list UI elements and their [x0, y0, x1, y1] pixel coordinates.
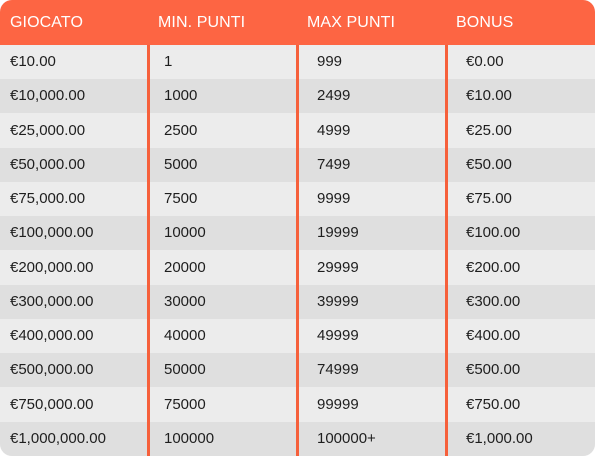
cell-giocato: €50,000.00 [10, 155, 86, 173]
column-separator [445, 45, 448, 456]
cell-max-punti: 9999 [317, 190, 351, 207]
cell-min-punti: 50000 [164, 361, 206, 379]
cell-min-punti: 5000 [164, 155, 198, 173]
cell-min-punti: 100000 [164, 429, 215, 447]
cell-min-punti: 40000 [164, 327, 206, 344]
cell-max-punti: 100000+ [317, 429, 376, 447]
cell-max-punti: 2499 [317, 87, 351, 105]
cell-bonus: €10.00 [466, 87, 512, 105]
cell-max-punti: 19999 [317, 224, 359, 242]
cell-bonus: €400.00 [466, 327, 521, 344]
cell-bonus: €100.00 [466, 224, 521, 242]
cell-max-punti: 7499 [317, 155, 351, 173]
cell-bonus: €1,000.00 [466, 429, 533, 447]
header-min-punti: MIN. PUNTI [158, 14, 246, 31]
cell-bonus: €0.00 [466, 53, 504, 70]
cell-giocato: €1,000,000.00 [10, 429, 106, 447]
column-separator [147, 45, 150, 456]
cell-giocato: €500,000.00 [10, 361, 94, 379]
cell-max-punti: 74999 [317, 361, 359, 379]
cell-max-punti: 49999 [317, 327, 359, 344]
cell-max-punti: 999 [317, 53, 343, 70]
cell-min-punti: 10000 [164, 224, 206, 242]
header-bonus: BONUS [456, 14, 514, 31]
cell-giocato: €200,000.00 [10, 258, 94, 276]
cell-giocato: €10.00 [10, 53, 56, 70]
cell-giocato: €75,000.00 [10, 190, 86, 207]
cell-max-punti: 39999 [317, 292, 359, 310]
cell-min-punti: 1000 [164, 87, 198, 105]
cell-bonus: €75.00 [466, 190, 512, 207]
cell-bonus: €50.00 [466, 155, 512, 173]
cell-max-punti: 99999 [317, 395, 359, 413]
cell-bonus: €300.00 [466, 292, 521, 310]
cell-giocato: €10,000.00 [10, 87, 86, 105]
cell-min-punti: 7500 [164, 190, 198, 207]
cell-min-punti: 2500 [164, 121, 198, 139]
cell-min-punti: 30000 [164, 292, 206, 310]
cell-giocato: €300,000.00 [10, 292, 94, 310]
cell-bonus: €200.00 [466, 258, 521, 276]
table-header [0, 0, 595, 45]
cell-max-punti: 4999 [317, 121, 351, 139]
cell-min-punti: 1 [164, 53, 173, 70]
cell-min-punti: 75000 [164, 395, 206, 413]
cell-giocato: €25,000.00 [10, 121, 86, 139]
cell-bonus: €25.00 [466, 121, 512, 139]
cell-bonus: €750.00 [466, 395, 521, 413]
column-separator [296, 45, 299, 456]
cell-bonus: €500.00 [466, 361, 521, 379]
cell-min-punti: 20000 [164, 258, 206, 276]
cell-max-punti: 29999 [317, 258, 359, 276]
header-max-punti: MAX PUNTI [307, 14, 396, 31]
cell-giocato: €400,000.00 [10, 327, 94, 344]
cell-giocato: €100,000.00 [10, 224, 94, 242]
cell-giocato: €750,000.00 [10, 395, 94, 413]
header-giocato: GIOCATO [10, 14, 84, 31]
